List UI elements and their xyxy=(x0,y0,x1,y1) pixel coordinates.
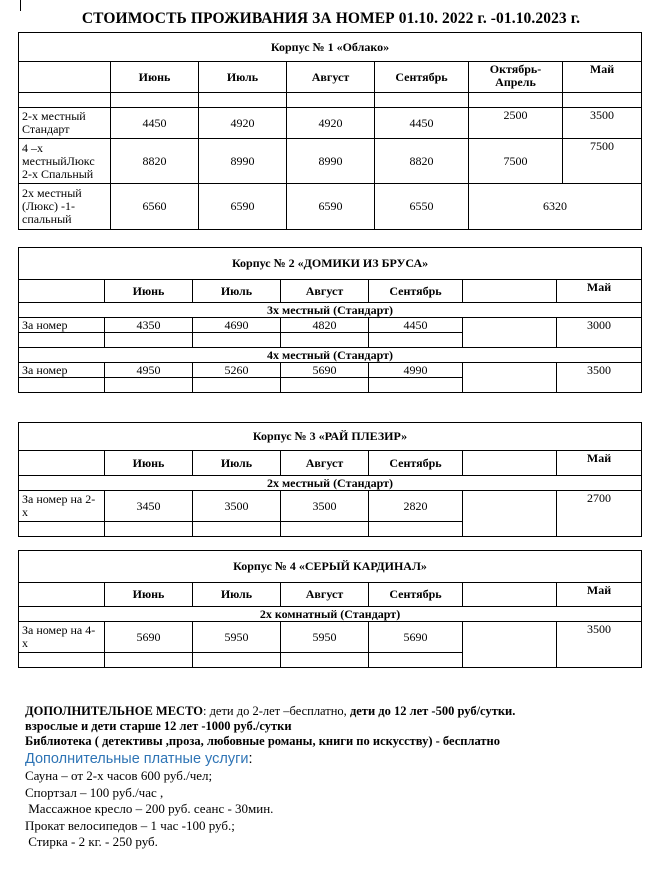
extra-bed-line xyxy=(25,704,645,719)
row-label: За номер xyxy=(19,363,105,378)
price-cell: 2820 xyxy=(369,491,463,522)
section-title: 4х местный (Стандарт) xyxy=(19,348,642,363)
section-title: 2х местный (Стандарт) xyxy=(19,476,642,491)
price-cell: 3450 xyxy=(105,491,193,522)
table-row xyxy=(19,318,642,333)
price-cell: 6560 xyxy=(111,184,199,230)
price-cell: 5690 xyxy=(281,363,369,378)
header-may: Май xyxy=(557,451,642,476)
header-june: Июнь xyxy=(105,583,193,607)
price-cell: 3500 xyxy=(563,108,642,139)
paid-services-heading: Дополнительные платные услуги: xyxy=(25,751,253,767)
price-cell: 4450 xyxy=(111,108,199,139)
price-cell: 8990 xyxy=(199,139,287,184)
extra-bed-kids: дети до 12 лет -500 руб/сутки. xyxy=(349,704,516,718)
row-label: За номер xyxy=(19,318,105,333)
price-cell: 5690 xyxy=(105,622,193,653)
library-line: Библиотека ( детективы ,проза, любовные романы, книги по искусству) - бесплатно xyxy=(25,734,500,748)
price-cell: 3500 xyxy=(281,491,369,522)
page-title: СТОИМОСТЬ ПРОЖИВАНИЯ ЗА НОМЕР 01.10. 2022 г. -01.10.2023 г. xyxy=(81,10,581,27)
price-cell: 4690 xyxy=(193,318,281,333)
table-row xyxy=(19,622,642,653)
price-cell: 6550 xyxy=(375,184,469,230)
header-september: Сентябрь xyxy=(369,583,463,607)
price-cell: 2700 xyxy=(557,491,642,537)
table-row xyxy=(19,139,642,184)
header-august: Август xyxy=(287,62,375,93)
row-label: За номер на 4-х xyxy=(19,622,105,653)
price-cell: 6590 xyxy=(199,184,287,230)
row-label: За номер на 2-х xyxy=(19,491,105,522)
price-cell: 8820 xyxy=(111,139,199,184)
header-september: Сентябрь xyxy=(369,280,463,303)
building-2-table xyxy=(18,247,642,393)
table-row xyxy=(19,363,642,378)
adults-line: взрослые и дети старше 12 лет -1000 руб./сутки xyxy=(25,719,292,733)
building-3-name: Корпус № 3 «РАЙ ПЛЕЗИР» xyxy=(19,423,642,451)
row-label: 4 –х местныйЛюкс 2-х Спальный xyxy=(19,139,111,184)
header-august: Август xyxy=(281,280,369,303)
notes-section xyxy=(25,704,645,851)
extra-bed-label: ДОПОЛНИТЕЛЬНОЕ МЕСТО xyxy=(25,704,203,718)
row-label: 2х местный (Люкс) -1-спальный xyxy=(19,184,111,230)
price-cell: 7500 xyxy=(563,139,642,184)
service-item: Массажное кресло – 200 руб. сеанс - 30мин. xyxy=(25,801,274,816)
price-cell: 4920 xyxy=(287,108,375,139)
header-empty xyxy=(19,62,111,93)
header-june: Июнь xyxy=(105,451,193,476)
section-title: 3х местный (Стандарт) xyxy=(19,303,642,318)
header-may: Май xyxy=(557,583,642,607)
price-cell: 5260 xyxy=(193,363,281,378)
building-3-table xyxy=(18,422,642,537)
price-cell: 4920 xyxy=(199,108,287,139)
header-october-april: Октябрь-Апрель xyxy=(469,62,563,93)
price-cell: 8990 xyxy=(287,139,375,184)
header-july: Июль xyxy=(193,280,281,303)
price-cell: 4450 xyxy=(369,318,463,333)
table-row xyxy=(19,491,642,522)
header-july: Июль xyxy=(199,62,287,93)
price-cell: 4820 xyxy=(281,318,369,333)
price-cell: 3500 xyxy=(193,491,281,522)
header-august: Август xyxy=(281,451,369,476)
building-2-name: Корпус № 2 «ДОМИКИ ИЗ БРУСА» xyxy=(19,248,642,280)
header-september: Сентябрь xyxy=(369,451,463,476)
service-item: Прокат велосипедов – 1 час -100 руб.; xyxy=(25,817,235,833)
price-cell: 5690 xyxy=(369,622,463,653)
price-cell: 4950 xyxy=(105,363,193,378)
building-1-name: Корпус № 1 «Облако» xyxy=(19,33,642,62)
header-may: Май xyxy=(557,280,642,303)
header-june: Июнь xyxy=(105,280,193,303)
header-july: Июль xyxy=(193,583,281,607)
header-september: Сентябрь xyxy=(375,62,469,93)
price-cell: 2500 xyxy=(469,108,563,139)
building-4-name: Корпус № 4 «СЕРЫЙ КАРДИНАЛ» xyxy=(19,551,642,583)
table-row xyxy=(19,184,642,230)
row-label: 2-х местный Стандарт xyxy=(19,108,111,139)
price-cell: 4350 xyxy=(105,318,193,333)
table-row xyxy=(19,108,642,139)
price-cell: 5950 xyxy=(193,622,281,653)
service-item: Стирка - 2 кг. - 250 руб. xyxy=(25,834,158,849)
service-item: Сауна – от 2-х часов 600 руб./чел; xyxy=(25,768,213,783)
price-cell: 3500 xyxy=(557,622,642,668)
price-cell: 5950 xyxy=(281,622,369,653)
header-july: Июль xyxy=(193,451,281,476)
building-1-table xyxy=(18,32,642,230)
header-may: Май xyxy=(563,62,642,93)
service-item: Спортзал – 100 руб./час , xyxy=(25,784,164,800)
building-4-table xyxy=(18,550,642,668)
price-cell: 3500 xyxy=(557,363,642,393)
price-cell: 7500 xyxy=(469,139,563,184)
extra-bed-free: : дети до 2-лет –бесплатно, xyxy=(202,704,350,718)
header-june: Июнь xyxy=(111,62,199,93)
section-title: 2х комнатный (Стандарт) xyxy=(19,607,642,622)
header-august: Август xyxy=(281,583,369,607)
price-cell: 4990 xyxy=(369,363,463,378)
price-cell: 6320 xyxy=(469,184,642,230)
price-cell: 3000 xyxy=(557,318,642,348)
price-cell: 8820 xyxy=(375,139,469,184)
price-cell: 4450 xyxy=(375,108,469,139)
price-cell: 6590 xyxy=(287,184,375,230)
